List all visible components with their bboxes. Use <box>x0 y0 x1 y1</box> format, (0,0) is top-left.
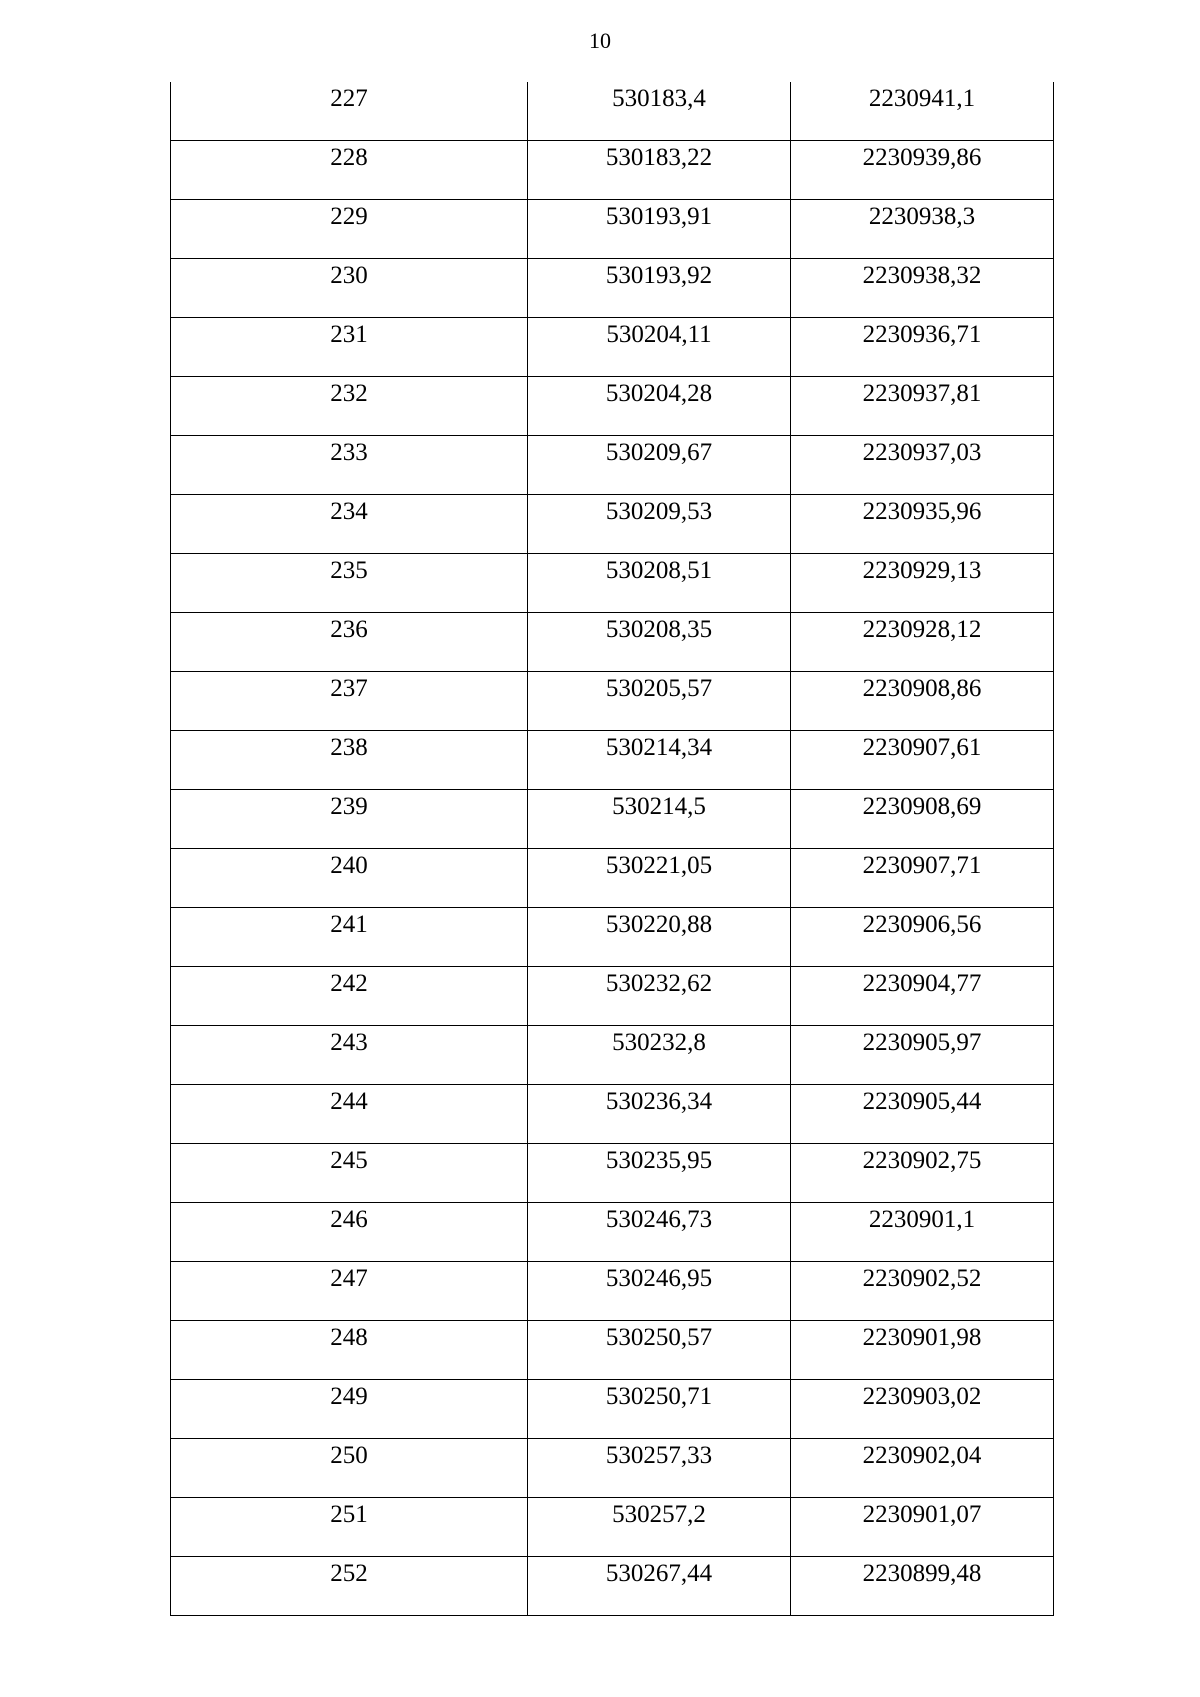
x-coordinate-cell: 530267,44 <box>528 1557 791 1616</box>
y-coordinate-cell: 2230929,13 <box>791 554 1054 613</box>
table-row <box>171 1439 1054 1498</box>
y-coordinate-cell: 2230905,44 <box>791 1085 1054 1144</box>
x-coordinate-cell: 530214,34 <box>528 731 791 790</box>
coordinates-table <box>170 82 1054 1616</box>
x-coordinate-cell: 530193,92 <box>528 259 791 318</box>
table-row <box>171 1498 1054 1557</box>
point-number-cell: 247 <box>171 1262 528 1321</box>
y-coordinate-cell: 2230941,1 <box>791 82 1054 141</box>
y-coordinate-cell: 2230906,56 <box>791 908 1054 967</box>
point-number-cell: 236 <box>171 613 528 672</box>
y-coordinate-cell: 2230905,97 <box>791 1026 1054 1085</box>
x-coordinate-cell: 530205,57 <box>528 672 791 731</box>
point-number-cell: 249 <box>171 1380 528 1439</box>
point-number-cell: 230 <box>171 259 528 318</box>
y-coordinate-cell: 2230936,71 <box>791 318 1054 377</box>
point-number-cell: 246 <box>171 1203 528 1262</box>
point-number-cell: 232 <box>171 377 528 436</box>
y-coordinate-cell: 2230899,48 <box>791 1557 1054 1616</box>
point-number-cell: 245 <box>171 1144 528 1203</box>
table-row <box>171 377 1054 436</box>
x-coordinate-cell: 530183,4 <box>528 82 791 141</box>
point-number-cell: 228 <box>171 141 528 200</box>
table-row <box>171 1321 1054 1380</box>
y-coordinate-cell: 2230938,3 <box>791 200 1054 259</box>
x-coordinate-cell: 530221,05 <box>528 849 791 908</box>
table-row <box>171 82 1054 141</box>
y-coordinate-cell: 2230908,69 <box>791 790 1054 849</box>
table-row <box>171 731 1054 790</box>
y-coordinate-cell: 2230902,75 <box>791 1144 1054 1203</box>
table-row <box>171 967 1054 1026</box>
table-row <box>171 1085 1054 1144</box>
x-coordinate-cell: 530257,2 <box>528 1498 791 1557</box>
x-coordinate-cell: 530220,88 <box>528 908 791 967</box>
table-row <box>171 1203 1054 1262</box>
x-coordinate-cell: 530208,51 <box>528 554 791 613</box>
x-coordinate-cell: 530204,11 <box>528 318 791 377</box>
point-number-cell: 250 <box>171 1439 528 1498</box>
y-coordinate-cell: 2230901,07 <box>791 1498 1054 1557</box>
y-coordinate-cell: 2230928,12 <box>791 613 1054 672</box>
y-coordinate-cell: 2230937,03 <box>791 436 1054 495</box>
point-number-cell: 239 <box>171 790 528 849</box>
point-number-cell: 248 <box>171 1321 528 1380</box>
table-row <box>171 318 1054 377</box>
y-coordinate-cell: 2230908,86 <box>791 672 1054 731</box>
table-row <box>171 1380 1054 1439</box>
y-coordinate-cell: 2230901,1 <box>791 1203 1054 1262</box>
y-coordinate-cell: 2230935,96 <box>791 495 1054 554</box>
y-coordinate-cell: 2230902,52 <box>791 1262 1054 1321</box>
x-coordinate-cell: 530204,28 <box>528 377 791 436</box>
point-number-cell: 252 <box>171 1557 528 1616</box>
table-row <box>171 1557 1054 1616</box>
x-coordinate-cell: 530246,95 <box>528 1262 791 1321</box>
x-coordinate-cell: 530209,53 <box>528 495 791 554</box>
x-coordinate-cell: 530246,73 <box>528 1203 791 1262</box>
x-coordinate-cell: 530235,95 <box>528 1144 791 1203</box>
x-coordinate-cell: 530232,62 <box>528 967 791 1026</box>
point-number-cell: 235 <box>171 554 528 613</box>
table-row <box>171 790 1054 849</box>
point-number-cell: 242 <box>171 967 528 1026</box>
point-number-cell: 238 <box>171 731 528 790</box>
table-row <box>171 613 1054 672</box>
point-number-cell: 234 <box>171 495 528 554</box>
y-coordinate-cell: 2230901,98 <box>791 1321 1054 1380</box>
table-row <box>171 1144 1054 1203</box>
table-row <box>171 554 1054 613</box>
y-coordinate-cell: 2230907,61 <box>791 731 1054 790</box>
y-coordinate-cell: 2230902,04 <box>791 1439 1054 1498</box>
y-coordinate-cell: 2230937,81 <box>791 377 1054 436</box>
table-row <box>171 259 1054 318</box>
x-coordinate-cell: 530208,35 <box>528 613 791 672</box>
x-coordinate-cell: 530214,5 <box>528 790 791 849</box>
point-number-cell: 251 <box>171 1498 528 1557</box>
page-number: 10 <box>589 28 611 53</box>
table-row <box>171 436 1054 495</box>
table-row <box>171 141 1054 200</box>
coordinates-table-body <box>171 82 1054 1616</box>
point-number-cell: 241 <box>171 908 528 967</box>
x-coordinate-cell: 530183,22 <box>528 141 791 200</box>
table-row <box>171 495 1054 554</box>
table-row <box>171 908 1054 967</box>
point-number-cell: 240 <box>171 849 528 908</box>
x-coordinate-cell: 530209,67 <box>528 436 791 495</box>
x-coordinate-cell: 530236,34 <box>528 1085 791 1144</box>
point-number-cell: 229 <box>171 200 528 259</box>
y-coordinate-cell: 2230938,32 <box>791 259 1054 318</box>
point-number-cell: 233 <box>171 436 528 495</box>
table-row <box>171 200 1054 259</box>
table-row <box>171 1262 1054 1321</box>
y-coordinate-cell: 2230904,77 <box>791 967 1054 1026</box>
x-coordinate-cell: 530257,33 <box>528 1439 791 1498</box>
x-coordinate-cell: 530193,91 <box>528 200 791 259</box>
point-number-cell: 243 <box>171 1026 528 1085</box>
table-row <box>171 1026 1054 1085</box>
y-coordinate-cell: 2230907,71 <box>791 849 1054 908</box>
table-row <box>171 849 1054 908</box>
point-number-cell: 237 <box>171 672 528 731</box>
x-coordinate-cell: 530232,8 <box>528 1026 791 1085</box>
x-coordinate-cell: 530250,71 <box>528 1380 791 1439</box>
y-coordinate-cell: 2230903,02 <box>791 1380 1054 1439</box>
table-row <box>171 672 1054 731</box>
x-coordinate-cell: 530250,57 <box>528 1321 791 1380</box>
point-number-cell: 227 <box>171 82 528 141</box>
point-number-cell: 244 <box>171 1085 528 1144</box>
point-number-cell: 231 <box>171 318 528 377</box>
y-coordinate-cell: 2230939,86 <box>791 141 1054 200</box>
